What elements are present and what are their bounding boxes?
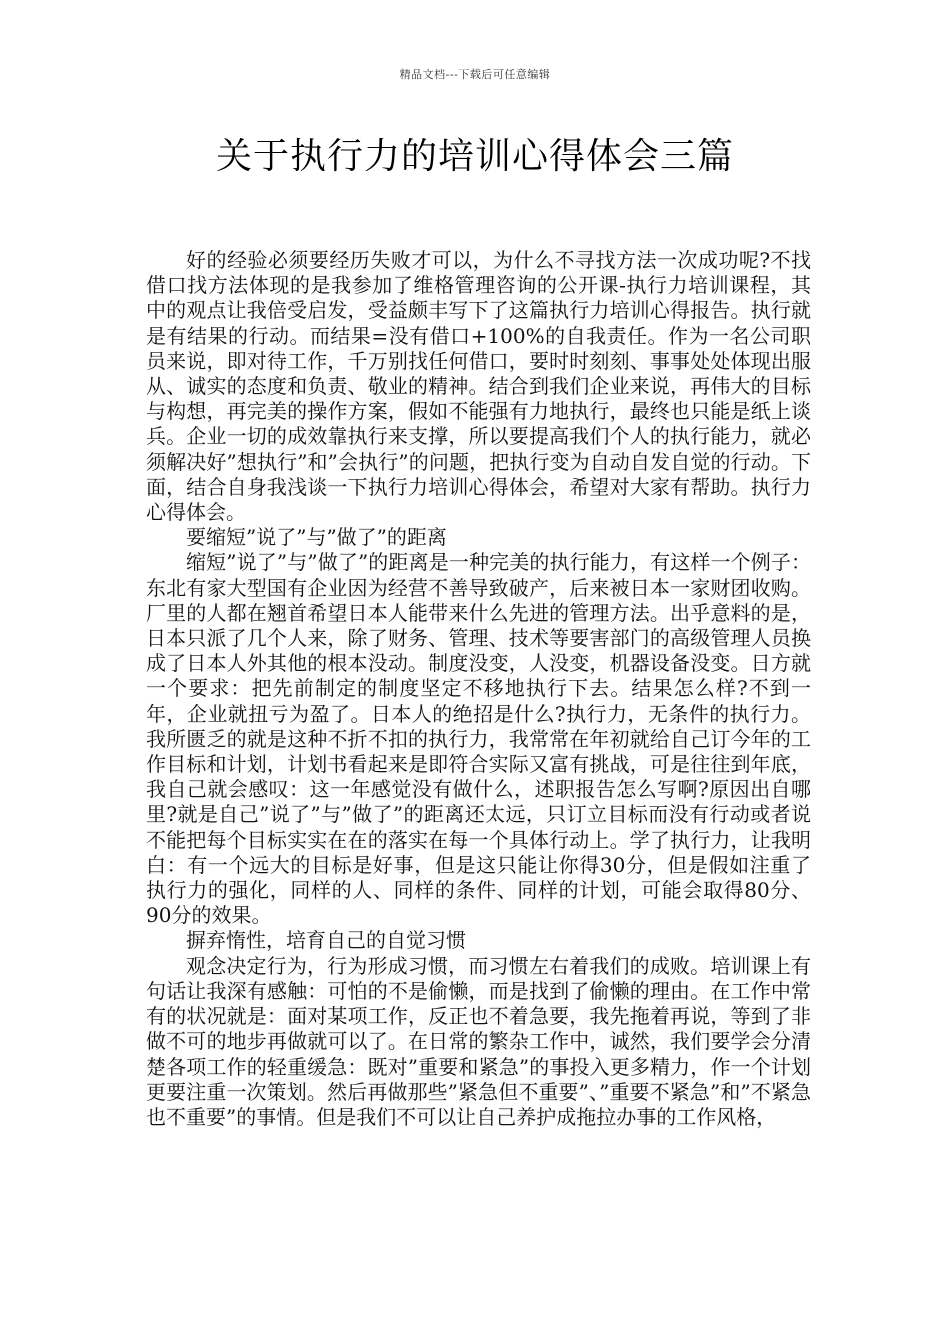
section-heading: 要缩短”说了”与”做了”的距离 (186, 525, 447, 550)
body-paragraph: 观念决定行为，行为形成习惯，而习惯左右着我们的成败。培训课上有句话让我深有感触：可怕的不是偷懒，而是找到了偷懒的理由。在工作中常有的状况就是：面对某项工作，反正也不着急要，我先拖着再说，等到了非做不可的地步再做就可以了。在日常的繁杂工作中，诚然，我们要学会分清楚各项工作的轻重缓急：既对”重要和紧急”的事投入更多精力，作一个计划更要注重一次策划。然后再做那些”紧急但不重要”、”重要不紧急”和”不紧急也不重要”的事情。但是我们不可以让自己养护成拖拉办事的工作风格， (146, 953, 811, 1129)
section-heading: 摒弃惰性，培育自己的自觉习惯 (186, 928, 466, 953)
body-paragraph: 好的经验必须要经历失败才可以，为什么不寻找方法一次成功呢?不找借口找方法体现的是我参加了维格管理咨询的公开课-执行力培训课程，其中的观点让我倍受启发，受益颇丰写下了这篇执行力培训心得报告。执行就是有结果的行动。而结果=没有借口+100%的自我责任。作为一名公司职员来说，即对待工作，千万别找任何借口，要时时刻刻、事事处处体现出服从、诚实的态度和负责、敬业的精神。结合到我们企业来说，再伟大的目标与构想，再完美的操作方案，假如不能强有力地执行，最终也只能是纸上谈兵。企业一切的成效靠执行来支撑，所以要提高我们个人的执行能力，就必须解决好”想执行”和”会执行”的问题，把执行变为自动自发自觉的行动。下面，结合自身我浅谈一下执行力培训心得体会，希望对大家有帮助。执行力心得体会。 (146, 248, 811, 525)
document-title: 关于执行力的培训心得体会三篇 (215, 136, 734, 177)
body-paragraph: 缩短”说了”与”做了”的距离是一种完美的执行能力，有这样一个例子：东北有家大型国有企业因为经营不善导致破产，后来被日本一家财团收购。厂里的人都在翘首希望日本人能带来什么先进的管理方法。出乎意料的是，日本只派了几个人来，除了财务、管理、技术等要害部门的高级管理人员换成了日本人外其他的根本没动。制度没变，人没变，机器设备没变。日方就一个要求：把先前制定的制度坚定不移地执行下去。结果怎么样?不到一年，企业就扭亏为盈了。日本人的绝招是什么?执行力，无条件的执行力。我所匮乏的就是这种不折不扣的执行力，我常常在年初就给自己订今年的工作目标和计划，计划书看起来是即符合实际又富有挑战，可是往往到年底，我自己就会感叹：这一年感觉没有做什么，述职报告怎么写啊?原因出自哪里?就是自己”说了”与”做了”的距离还太远，只订立目标而没有行动或者说不能把每个目标实实在在的落实在每一个具体行动上。学了执行力，让我明白：有一个远大的目标是好事，但是这只能让你得30分，但是假如注重了执行力的强化，同样的人、同样的条件、同样的计划，可能会取得80分、90分的效果。 (146, 550, 811, 928)
document-body (146, 248, 811, 1130)
header-note: 精品文档---下载后可任意编辑 (399, 68, 551, 81)
